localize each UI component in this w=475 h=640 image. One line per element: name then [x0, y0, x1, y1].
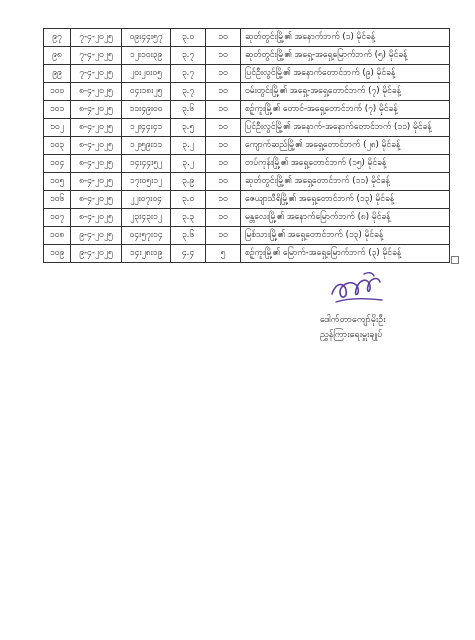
- table-row: [44, 191, 450, 209]
- cell-depth: ၁၀: [206, 65, 241, 83]
- cell-number: ၉၉: [44, 65, 71, 83]
- cell-location: မြစ်သားမြို့၏ အရှေ့တောင်ဘက် (၁၃) မိုင်ခန့်: [241, 227, 450, 245]
- cell-number: ၉၇: [44, 29, 71, 47]
- cell-location: စဉ့်ကူးမြို့၏ တောင်-အရှေ့တောင်ဘက် (၇) မိုင်ခန့်: [241, 101, 450, 119]
- cell-number: ၁၀၀: [44, 83, 71, 101]
- earthquake-table: [43, 28, 450, 263]
- cell-location: မန္တလေးမြို့၏ အနောက်မြောက်ဘက် (၈) မိုင်ခန့်: [241, 209, 450, 227]
- cell-date: ၈-၄-၂၀၂၅: [71, 173, 122, 191]
- table-row: [44, 101, 450, 119]
- cell-date: ၉-၄-၂၀၂၅: [71, 227, 122, 245]
- cell-time: ၂၀း၂၀း၀၅: [122, 65, 171, 83]
- cell-location: ပြင်ဦးလွင်မြို့၏ အနောက်တောင်ဘက် (၉) မိုင်ခန့်: [241, 65, 450, 83]
- cell-number: ၁၀၂: [44, 119, 71, 137]
- cell-time: ၂၃း၄၃း၁၂: [122, 209, 171, 227]
- cell-date: ၈-၄-၂၀၂၅: [71, 155, 122, 173]
- cell-time: ၁၄း၂၈း၁၉: [122, 245, 171, 263]
- cell-magnitude: ၃.၂: [171, 155, 206, 173]
- cell-date: ၈-၄-၂၀၂၅: [71, 191, 122, 209]
- cell-magnitude: ၃.၀: [171, 29, 206, 47]
- cell-location: ဝမ်းတွင်းမြို့၏ အရှေ့-အရှေ့တောင်ဘက် (၇) မိုင်ခန့်: [241, 83, 450, 101]
- cell-time: ၁၂း၁၀း၃၉: [122, 47, 171, 65]
- table-row: [44, 47, 450, 65]
- cell-date: ၇-၄-၂၀၂၅: [71, 29, 122, 47]
- cell-date: ၇-၄-၂၀၂၅: [71, 65, 122, 83]
- cell-location: စဉ့်ကူးမြို့၏ မြောက်-အရှေ့မြောက်ဘက် (၃) မိုင်ခန့်: [241, 245, 450, 263]
- cell-location: ဆုတ်တွင်းမြို့၏ အနောက်ဘက် (၁) မိုင်ခန့်: [241, 29, 450, 47]
- cell-time: ၁၁း၄၉း၀၀: [122, 101, 171, 119]
- cell-magnitude: ၃.၆: [171, 227, 206, 245]
- cell-depth: ၁၀: [206, 119, 241, 137]
- cell-date: ၉-၄-၂၀၂၅: [71, 245, 122, 263]
- table-body: [44, 29, 450, 263]
- cell-depth: ၅: [206, 245, 241, 263]
- cell-date: ၈-၄-၂၀၂၅: [71, 101, 122, 119]
- cell-location: ဆုတ်တွင်းမြို့၏ အရှေ့-အရှေ့မြောက်ဘက် (၅) မိုင်ခန့်: [241, 47, 450, 65]
- cell-depth: ၁၀: [206, 173, 241, 191]
- signer-block: [320, 313, 450, 343]
- cell-number: ၁၀၇: [44, 209, 71, 227]
- cell-depth: ၁၀: [206, 83, 241, 101]
- cell-location: ကျောက်ဆည်မြို့၏ အရှေ့တောင်ဘက် (၂၈) မိုင်ခန့်: [241, 137, 450, 155]
- table-row: [44, 245, 450, 263]
- table-row: [44, 137, 450, 155]
- cell-number: ၁၀၁: [44, 101, 71, 119]
- cell-depth: ၁၀: [206, 191, 241, 209]
- cell-time: ၀၄း၅၇း၁၄: [122, 227, 171, 245]
- cell-time: ၁၂း၄၄း၄၁: [122, 119, 171, 137]
- cell-depth: ၁၀: [206, 101, 241, 119]
- checkbox-marker: [451, 256, 459, 264]
- cell-date: ၈-၄-၂၀၂၅: [71, 209, 122, 227]
- cell-time: ၁၄း၄၄း၅၂: [122, 155, 171, 173]
- cell-magnitude: ၃.၅: [171, 119, 206, 137]
- cell-number: ၁၀၆: [44, 191, 71, 209]
- table-row: [44, 155, 450, 173]
- table-row: [44, 65, 450, 83]
- cell-magnitude: ၃.၀: [171, 191, 206, 209]
- cell-magnitude: ၃.၇: [171, 83, 206, 101]
- cell-depth: ၁၀: [206, 209, 241, 227]
- cell-number: ၁၀၃: [44, 137, 71, 155]
- cell-time: ၂၂း၀၇း၀၄: [122, 191, 171, 209]
- cell-depth: ၁၀: [206, 155, 241, 173]
- cell-depth: ၁၀: [206, 29, 241, 47]
- table-row: [44, 29, 450, 47]
- table-row: [44, 119, 450, 137]
- cell-depth: ၁၀: [206, 47, 241, 65]
- cell-magnitude: ၃.၆: [171, 101, 206, 119]
- cell-magnitude: ၃.၉: [171, 173, 206, 191]
- cell-number: ၁၀၉: [44, 245, 71, 263]
- cell-location: ဇေယျာသီရိမြို့၏ အရှေ့တောင်ဘက် (၁၃) မိုင်ခန့်: [241, 191, 450, 209]
- table-row: [44, 227, 450, 245]
- table-row: [44, 83, 450, 101]
- cell-time: ၁၇း၀၅း၁၂: [122, 173, 171, 191]
- cell-magnitude: ၃.၇: [171, 65, 206, 83]
- cell-magnitude: ၄.၄: [171, 245, 206, 263]
- cell-date: ၈-၄-၂၀၂၅: [71, 137, 122, 155]
- cell-magnitude: ၃.၇: [171, 47, 206, 65]
- cell-date: ၇-၄-၂၀၂၅: [71, 47, 122, 65]
- cell-time: ၀၉း၄၄း၅၇: [122, 29, 171, 47]
- cell-number: ၁၀၄: [44, 155, 71, 173]
- cell-magnitude: ၃.၂: [171, 137, 206, 155]
- handwritten-signature: [328, 268, 388, 308]
- signer-title: ညွှန်ကြားရေးမှူးချုပ်: [320, 330, 383, 340]
- cell-location: တပ်ကုန်းမြို့၏ အရှေ့တောင်ဘက် (၁၅) မိုင်ခန့်: [241, 155, 450, 173]
- signer-name: ဒေါက်တာကျော်မိုးဦး: [320, 315, 386, 325]
- cell-location: ပြင်ဦးလွင်မြို့၏ အနောက်-အနောက်တောင်ဘက် (၁၁) မိုင်ခန့်: [241, 119, 450, 137]
- cell-depth: ၁၀: [206, 227, 241, 245]
- table-row: [44, 209, 450, 227]
- cell-time: ၁၂း၅၉း၁၁: [122, 137, 171, 155]
- table-row: [44, 173, 450, 191]
- cell-magnitude: ၃.၃: [171, 209, 206, 227]
- cell-number: ၁၀၈: [44, 227, 71, 245]
- cell-time: ၀၄း၁၈း၂၅: [122, 83, 171, 101]
- cell-number: ၁၀၅: [44, 173, 71, 191]
- cell-location: ဆုတ်တွင်းမြို့၏ အရှေ့တောင်ဘက် (၁၁) မိုင်ခန့်: [241, 173, 450, 191]
- cell-number: ၉၈: [44, 47, 71, 65]
- cell-date: ၈-၄-၂၀၂၅: [71, 119, 122, 137]
- cell-depth: ၁၀: [206, 137, 241, 155]
- cell-date: ၈-၄-၂၀၂၅: [71, 83, 122, 101]
